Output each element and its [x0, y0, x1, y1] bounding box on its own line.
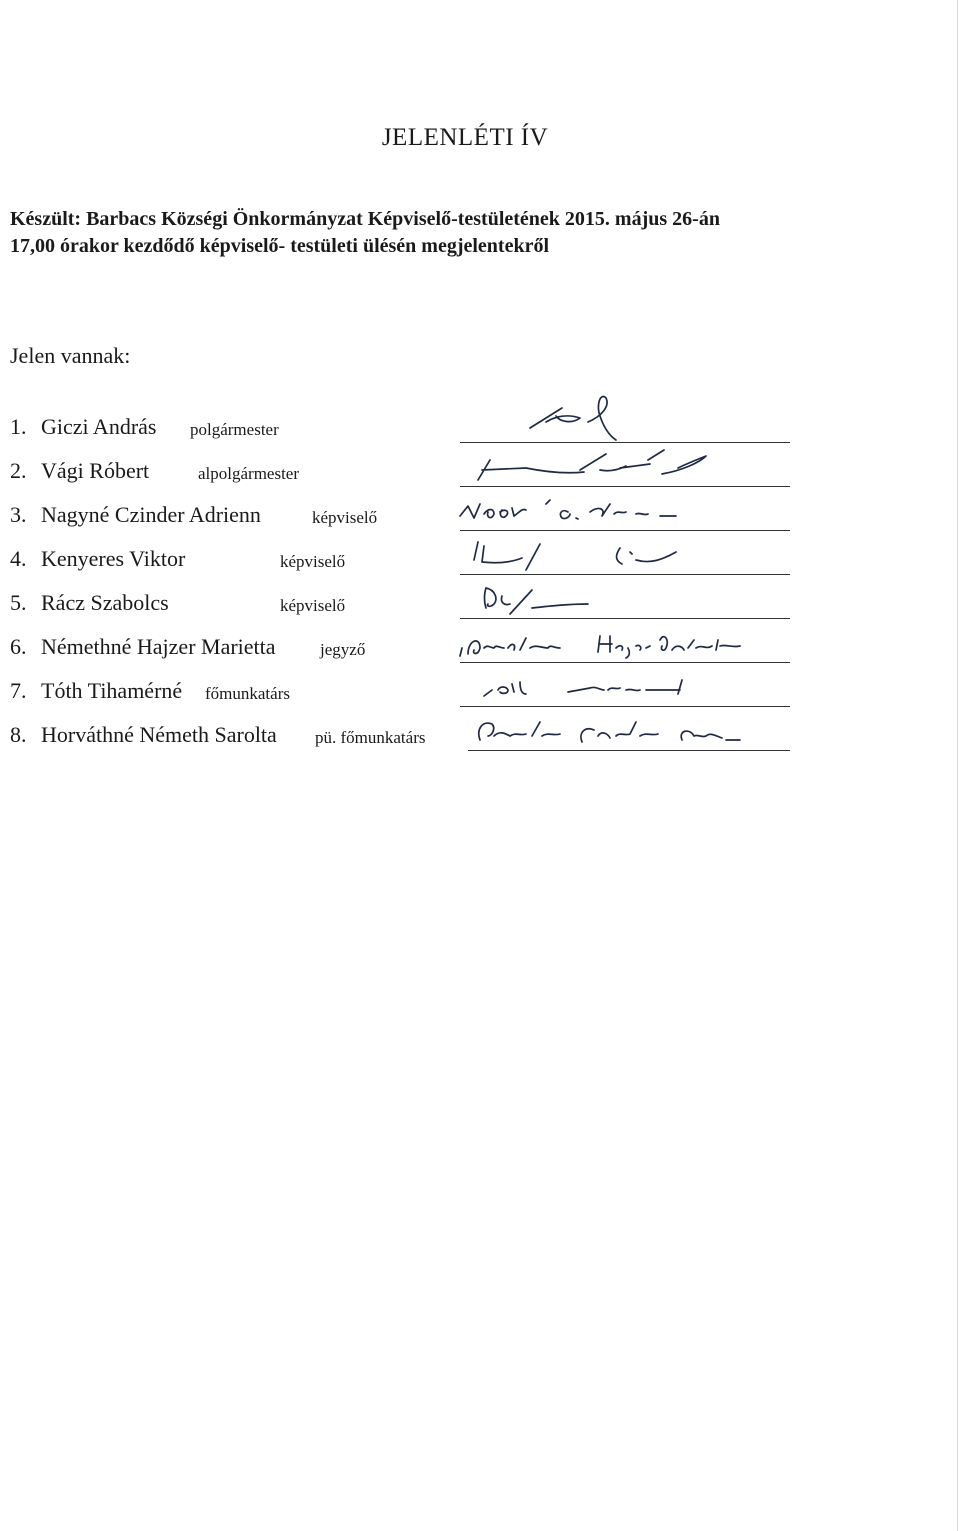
- attendee-number: 1.: [10, 414, 27, 439]
- attendee-number: 3.: [10, 502, 27, 527]
- attendee-role: polgármester: [190, 420, 279, 439]
- attendee-name: Nagyné Czinder Adrienn: [41, 502, 261, 527]
- attendee-name: Horváthné Németh Sarolta: [41, 722, 277, 747]
- attendee-role: képviselő: [280, 552, 346, 571]
- attendee-number: 6.: [10, 634, 27, 659]
- attendee-role: jegyző: [320, 640, 366, 659]
- attendee-number: 7.: [10, 678, 27, 703]
- attendee-name: Kenyeres Viktor: [41, 546, 186, 571]
- subtitle-line-1: Készült: Barbacs Községi Önkormányzat Képviselő-testületének 2015. május 26-án: [10, 208, 720, 230]
- attendee-name: Tóth Tihamérné: [41, 678, 183, 703]
- signature-7-image: [450, 660, 790, 708]
- signature-8-image: [450, 706, 790, 754]
- signature-1-image: [450, 392, 790, 440]
- attendee-role: főmunkatárs: [205, 684, 290, 703]
- signature-6-image: [450, 618, 790, 666]
- attendee-number: 4.: [10, 546, 27, 571]
- signature-4-image: [450, 530, 790, 578]
- attendee-role: pü. főmunkatárs: [315, 728, 426, 747]
- attendee-role: alpolgármester: [198, 464, 300, 483]
- attendee-number: 8.: [10, 722, 27, 747]
- present-label: Jelen vannak:: [10, 343, 131, 368]
- signature-3-image: [450, 486, 790, 534]
- attendee-role: képviselő: [280, 596, 346, 615]
- attendee-name: Rácz Szabolcs: [41, 590, 169, 615]
- attendee-name: Némethné Hajzer Marietta: [41, 634, 276, 659]
- document-subtitle: [10, 206, 910, 260]
- attendee-name: Giczi András: [41, 414, 157, 439]
- subtitle-line-2: 17,00 órakor kezdődő képviselő- testületi ülésén megjelentekről: [10, 235, 550, 257]
- signature-2-image: [450, 440, 790, 488]
- attendee-role: képviselő: [312, 508, 378, 527]
- scan-edge: [957, 0, 958, 1531]
- attendee-name: Vági Róbert: [41, 458, 150, 483]
- signature-5-image: [450, 574, 790, 622]
- attendee-number: 5.: [10, 590, 27, 615]
- page-title: JELENLÉTI ÍV: [381, 124, 549, 151]
- attendee-number: 2.: [10, 458, 27, 483]
